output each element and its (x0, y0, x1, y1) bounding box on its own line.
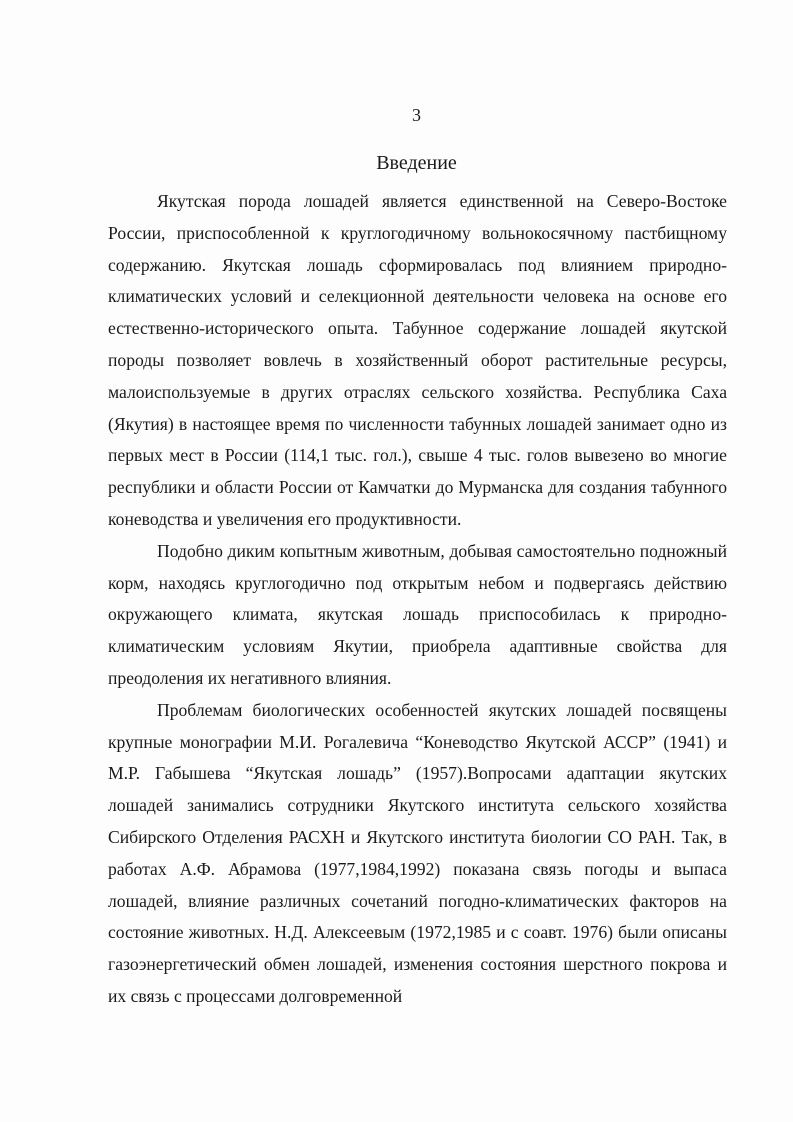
paragraph-2: Подобно диким копытным животным, добывая самостоятельно подножный корм, находясь круглогодично под открытым небом и подвергаясь действию окружающего климата, якутская лошадь приспособилась к природно-климатическим условиям Якутии, приобрела адаптивные свойства для преодоления их негативного влияния. (108, 540, 727, 688)
page-title: Введение (376, 152, 457, 174)
body-text (108, 186, 727, 1013)
paragraph-3: Проблемам биологических особенностей якутских лошадей посвящены крупные монографии М.И. Рогалевича “Коневодство Якутской АССР” (1941) и М.Р. Габышева “Якутская лошадь” (1957).Вопросами адаптации якутских лошадей занимались сотрудники Якутского института сельского хозяйства Сибирского Отделения РАСХН и Якутского института биологии СО РАН. Так, в работах А.Ф. Абрамова (1977,1984,1992) показана связь погоды и выпаса лошадей, влияние различных сочетаний погодно-климатических факторов на состояние животных. Н.Д. Алексеевым (1972,1985 и с соавт. 1976) были описаны газоэнергетический обмен лошадей, изменения состояния шерстного покрова и их связь с процессами долговременной (108, 699, 727, 1006)
paragraph-1: Якутская порода лошадей является единственной на Северо-Востоке России, приспособленной к круглогодичному вольнокосячному пастбищному содержанию. Якутская лошадь сформировалась под влиянием природно-климатических условий и селекционной деятельности человека на основе его естественно-исторического опыта. Табунное содержание лошадей якутской породы позволяет вовлечь в хозяйственный оборот растительные ресурсы, малоиспользуемые в других отраслях сельского хозяйства. Республика Саха (Якутия) в настоящее время по численности табунных лошадей занимает одно из первых мест в России (114,1 тыс. гол.), свыше 4 тыс. голов вывезено во многие республики и области России от Камчатки до Мурманска для создания табунного коневодства и увеличения его продуктивности. (108, 191, 727, 529)
page-number: 3 (412, 105, 421, 125)
